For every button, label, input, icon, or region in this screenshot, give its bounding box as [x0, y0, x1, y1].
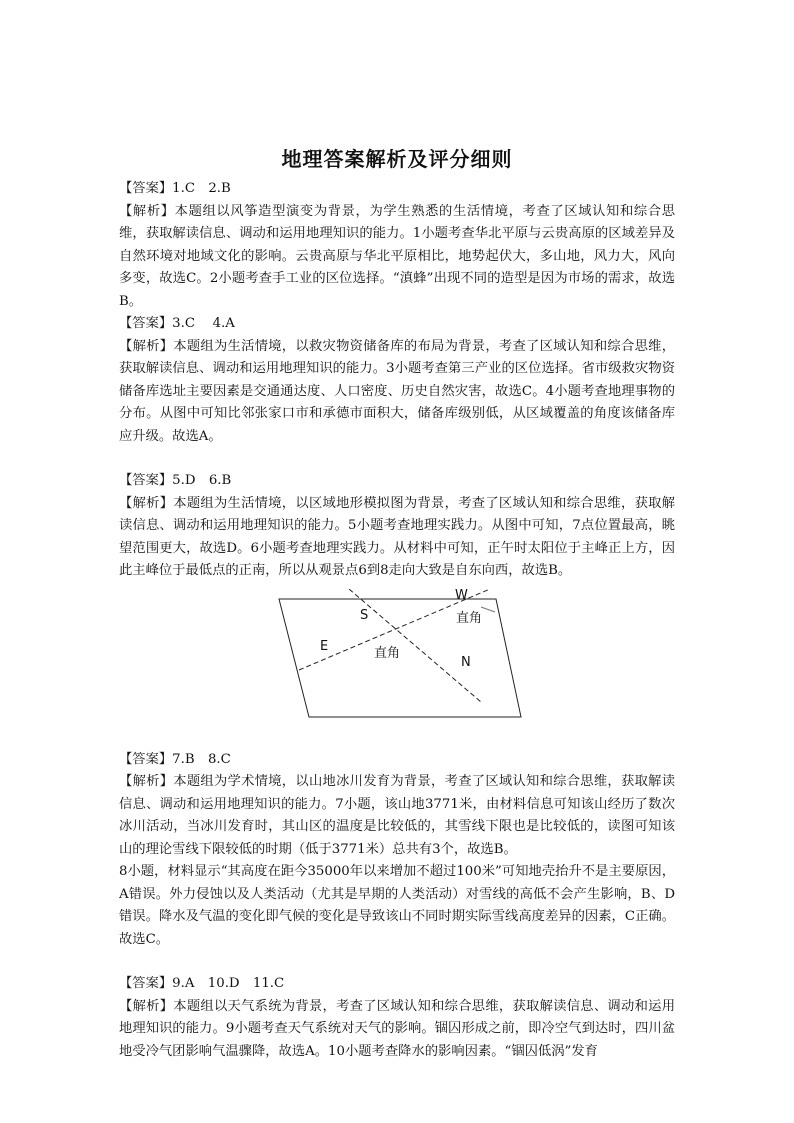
- section-q9-11: [119, 973, 675, 1063]
- analysis-paragraph: 【解析】本题组为学术情境，以山地冰川发育为背景，考查了区域认知和综合思维，获取解读信息、调动和运用地理知识的能力。7小题，该山地3771米，由材料信息可知该山经历了数次冰川活动，当冰川发育时，其山区的温度是比较低的，其雪线下限也是比较低的，读图可知该山的理论雪线下限较低的时期（低于3771米）总共有3个，故选B。: [119, 774, 675, 857]
- document-page: [119, 144, 675, 1063]
- analysis-paragraph: 【解析】本题组以天气系统为背景，考查了区域认知和综合思维，获取解读信息、调动和运用地理知识的能力。9小题考查天气系统对天气的影响。锢囚形成之前，即冷空气到达时，四川盆地受冷气团影响气温骤降，故选A。10小题考查降水的影响因素。“锢囚低涡”发育: [119, 998, 675, 1059]
- label-e: E: [320, 638, 329, 654]
- section-q3-4: [119, 313, 675, 448]
- label-right-angle-center: 直角: [374, 645, 401, 661]
- analysis-paragraph: 【解析】本题组为生活情境，以救灾物资储备库的布局为背景，考查了区域认知和综合思维，获取解读信息、调动和运用地理知识的能力。3小题考查第三产业的区位选择。省市级救灾物资储备库选址主要因素是交通通达度、人口密度、历史自然灾害，故选C。4小题考查地理事物的分布。从图中可知比邻张家口市和承德市面积大，储备库级别低，从区域覆盖的角度该储备库应升级。故选A。: [119, 338, 675, 444]
- section-q5-6: [119, 470, 675, 583]
- answer-line: 【答案】1.C 2.B: [119, 181, 231, 196]
- label-w: W: [455, 587, 468, 603]
- section-q7-8: [119, 749, 675, 952]
- analysis-paragraph: 【解析】本题组为生活情境，以区域地形模拟图为背景，考查了区域认知和综合思维，获取解读信息、调动和运用地理知识的能力。5小题考查地理实践力。从图中可知，7点位置最高，眺望范围更大，故选D。6小题考查地理实践力。从材料中可知，正午时太阳位于主峰正上方，因此主峰位于最低点的正南，所以从观景点6到8走向大致是自东向西，故选B。: [119, 495, 675, 578]
- section-q1-2: [119, 178, 675, 313]
- answer-line: 【答案】9.A 10.D 11.C: [119, 976, 285, 991]
- right-angle-pointer: [481, 607, 495, 612]
- label-n: N: [461, 654, 471, 670]
- label-right-angle-upper: 直角: [456, 610, 483, 626]
- answer-line: 【答案】7.B 8.C: [119, 751, 231, 767]
- answer-line: 【答案】3.C 4.A: [119, 316, 235, 331]
- south-north-dashed-line: [349, 589, 481, 702]
- page-title: 地理答案解析及评分细则: [281, 147, 513, 171]
- direction-diagram: [119, 589, 675, 739]
- analysis-paragraph: 8小题，材料显示“其高度在距今35000年以来增加不超过100米”可知地壳抬升不是主要原因，A错误。外力侵蚀以及人类活动（尤其是早期的人类活动）对雪线的高低不会产生影响，B、D错误。降水及气温的变化即气候的变化是导致该山不同时期实际雪线高度差异的因素，C正确。故选C。: [119, 864, 675, 947]
- label-s: S: [360, 607, 369, 623]
- answer-line: 【答案】5.D 6.B: [119, 473, 232, 488]
- analysis-paragraph: 【解析】本题组以风筝造型演变为背景，为学生熟悉的生活情境，考查了区域认知和综合思维，获取解读信息、调动和运用地理知识的能力。1小题考查华北平原与云贵高原的区域差异及自然环境对地域文化的影响。云贵高原与华北平原相比，地势起伏大，多山地，风力大，风向多变，故选C。2小题考查手工业的区位选择。“滇蜂”出现不同的造型是因为市场的需求，故选B。: [119, 203, 675, 309]
